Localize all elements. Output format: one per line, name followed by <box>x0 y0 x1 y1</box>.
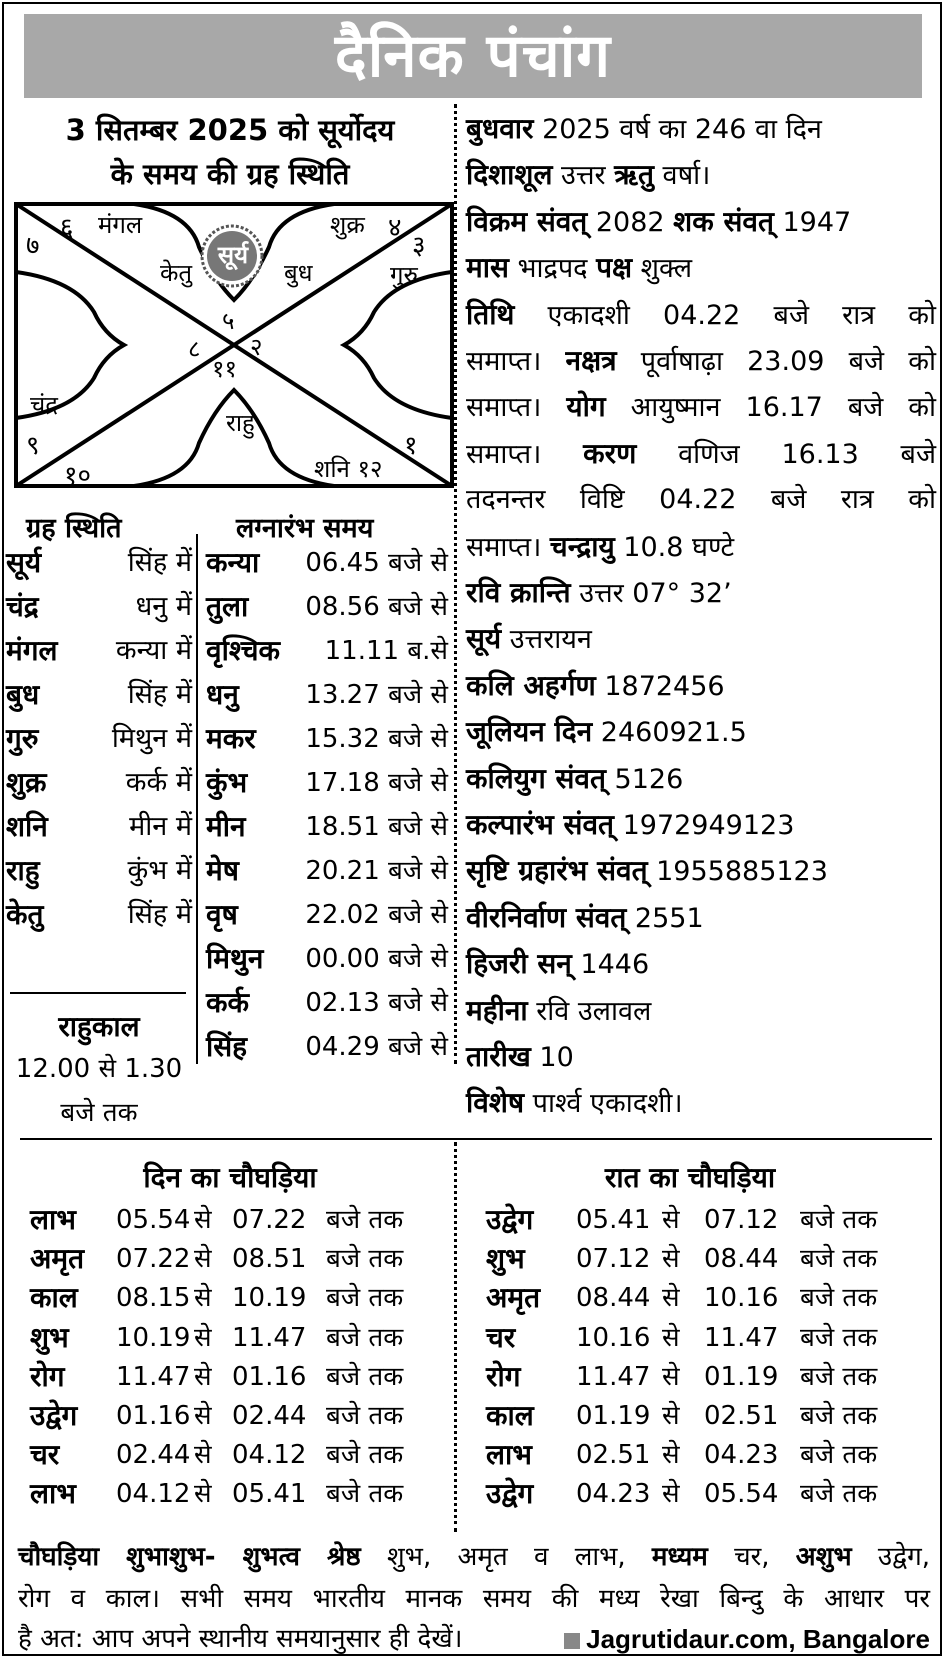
info-line <box>466 106 936 153</box>
info-text-2: शुक्ल <box>632 253 693 285</box>
choghadiya-row <box>466 1435 886 1475</box>
info-text: समाप्त। <box>466 438 584 470</box>
choghadiya-tak: बजे तक <box>326 1401 404 1431</box>
kundli-label-h5: ५ <box>222 307 235 335</box>
footer-line-2: रोग व काल। सभी समय भारतीय मानक समय की मध्य रेखा बिन्दु के आधार पर <box>18 1584 930 1614</box>
choghadiya-se: से <box>662 1322 680 1353</box>
kundli-label-chandra: चंद्र <box>30 391 58 419</box>
choghadiya-row <box>10 1278 430 1318</box>
info-label: बुधवार <box>466 112 534 145</box>
graha-value: कर्क में <box>125 767 192 798</box>
lagna-name: कुंभ <box>206 766 248 799</box>
choghadiya-tak: बजे तक <box>326 1322 404 1353</box>
info-label: कलि अहर्गण <box>466 668 596 702</box>
info-line <box>466 1080 936 1127</box>
choghadiya-from: 08.44 <box>576 1283 651 1314</box>
info-line <box>466 663 936 710</box>
choghadiya-to: 08.51 <box>232 1244 307 1275</box>
graha-value: सिंह में <box>127 679 192 710</box>
info-text-2: आयुष्मान 16.17 बजे को <box>605 392 936 424</box>
choghadiya-from: 11.47 <box>116 1361 191 1392</box>
info-line <box>466 338 936 385</box>
graha-row <box>6 716 192 762</box>
graha-row <box>6 804 192 850</box>
choghadiya-se: से <box>194 1244 212 1275</box>
choghadiya-to: 07.22 <box>232 1205 307 1235</box>
choghadiya-to: 02.51 <box>704 1401 779 1431</box>
choghadiya-name: लाभ <box>486 1438 532 1472</box>
choghadiya-name: रोग <box>486 1359 521 1393</box>
kundli-label-h10: १० <box>64 461 92 491</box>
info-line <box>466 570 936 617</box>
info-text-2: वणिज 16.13 बजे <box>636 438 936 470</box>
info-line <box>466 524 936 571</box>
info-label-2: योग <box>566 390 606 424</box>
kundli-label-mangal: मंगल <box>98 211 143 239</box>
graha-value: मिथुन में <box>111 723 192 754</box>
kundli-label-h8: ८ <box>188 335 201 363</box>
choghadiya-row <box>466 1357 886 1397</box>
lagna-row <box>206 1024 448 1070</box>
footer-bold-3: अशुभ <box>795 1542 852 1572</box>
info-label: कल्पारंभ संवत् <box>466 808 615 841</box>
lagna-value: 02.13 बजे से <box>305 988 448 1018</box>
lagna-value: 04.29 बजे से <box>305 1032 448 1062</box>
choghadiya-row <box>466 1278 886 1318</box>
square-icon <box>564 1633 580 1649</box>
info-line <box>466 988 936 1035</box>
footer-text-3: उद्वेग, <box>851 1542 930 1572</box>
choghadiya-from: 02.51 <box>576 1440 651 1471</box>
choghadiya-se: से <box>194 1479 212 1510</box>
info-label: तिथि <box>466 297 515 331</box>
graha-value: सिंह में <box>127 899 192 930</box>
graha-value: धनु में <box>135 591 192 622</box>
lagna-name: तुला <box>206 590 249 623</box>
choghadiya-from: 04.12 <box>116 1479 191 1510</box>
choghadiya-tak: बजे तक <box>326 1244 404 1275</box>
info-line <box>466 199 936 246</box>
graha-row <box>6 848 192 894</box>
lagna-row <box>206 540 448 586</box>
choghadiya-se: से <box>194 1361 212 1392</box>
info-text: 1972949123 <box>614 810 795 841</box>
info-label: विशेष <box>466 1086 525 1120</box>
info-text: एकादशी 04.22 बजे रात्र को <box>514 299 936 331</box>
lagna-name: मिथुन <box>206 942 264 975</box>
info-text: उत्तर <box>552 160 615 192</box>
choghadiya-from: 10.16 <box>576 1322 651 1353</box>
choghadiya-row <box>466 1200 886 1240</box>
choghadiya-from: 07.12 <box>576 1244 651 1275</box>
lagna-heading: लग्नारंभ समय <box>236 513 374 544</box>
rahukal-divider <box>10 992 186 994</box>
choghadiya-row <box>10 1318 430 1358</box>
lagna-value: 06.45 बजे से <box>305 548 448 578</box>
choghadiya-se: से <box>194 1283 212 1314</box>
choghadiya-tak: बजे तक <box>326 1479 404 1510</box>
choghadiya-to: 10.19 <box>232 1283 307 1314</box>
info-line <box>466 152 936 199</box>
choghadiya-name: काल <box>30 1281 78 1315</box>
choghadiya-name: लाभ <box>30 1477 76 1511</box>
info-text: 1955885123 <box>647 856 828 888</box>
choghadiya-row <box>10 1200 430 1240</box>
graha-name: मंगल <box>6 634 58 667</box>
info-label: दिशाशूल <box>466 158 553 192</box>
choghadiya-row <box>466 1318 886 1358</box>
choghadiya-tak: बजे तक <box>326 1283 404 1314</box>
credit-text: Jagrutidaur.com, Bangalore <box>586 1624 930 1654</box>
choghadiya-name: अमृत <box>30 1242 85 1276</box>
kundli-label-h9: ९ <box>26 431 40 461</box>
graha-name: शुक्र <box>6 766 47 799</box>
kundli-label-h7: ७ <box>26 231 40 261</box>
choghadiya-name: शुभ <box>30 1320 69 1354</box>
choghadiya-name: चर <box>30 1438 60 1472</box>
lagna-value: 17.18 बजे से <box>305 768 448 798</box>
footer-text-1: शुभ, अमृत व लाभ, <box>360 1542 652 1572</box>
info-text: 2082 <box>587 206 674 238</box>
graha-row <box>6 672 192 718</box>
kundli-label-ketu: केतु <box>160 259 193 287</box>
kundli-label-h11: ११ <box>212 355 237 383</box>
graha-name: बुध <box>6 678 40 711</box>
info-text: 10 <box>530 1042 574 1073</box>
info-line <box>466 616 936 663</box>
info-label-2: शक संवत् <box>673 204 774 238</box>
rahukal-time: 12.00 से 1.30 <box>15 1054 183 1084</box>
choghadiya-to: 01.16 <box>232 1361 307 1392</box>
choghadiya-tak: बजे तक <box>800 1283 878 1314</box>
choghadiya-se: से <box>662 1440 680 1471</box>
info-text: उत्तर 07° 32’ <box>570 578 732 609</box>
kundli-label-rahu: राहु <box>226 409 255 437</box>
info-text: समाप्त। <box>466 346 566 377</box>
info-label-2: करण <box>583 436 637 470</box>
lagna-name: मकर <box>206 722 256 755</box>
graha-name: सूर्य <box>6 546 42 579</box>
graha-name: राहु <box>6 854 40 887</box>
kundli-label-shukra: शुक्र <box>330 211 365 239</box>
choghadiya-to: 05.41 <box>232 1479 307 1510</box>
lagna-row <box>206 848 448 894</box>
info-line <box>466 895 936 942</box>
footer-text-3b: है अत: आप अपने स्थानीय समयानुसार ही देखें। <box>18 1624 463 1654</box>
kundli-label-shani: शनि १२ <box>314 455 383 483</box>
graha-lagna-divider <box>196 534 198 1064</box>
choghadiya-name: उद्वेग <box>30 1399 78 1432</box>
choghadiya-se: से <box>662 1244 680 1275</box>
lagna-row <box>206 584 448 630</box>
kundli-label-h2: २ <box>250 333 263 361</box>
choghadiya-name: अमृत <box>486 1281 541 1315</box>
choghadiya-tak: बजे तक <box>326 1440 404 1471</box>
info-label: रवि क्रान्ति <box>466 576 571 609</box>
graha-name: चंद्र <box>6 590 39 623</box>
lagna-value: 22.02 बजे से <box>305 900 448 930</box>
choghadiya-row <box>10 1396 430 1436</box>
info-text: 1446 <box>571 949 650 981</box>
choghadiya-row <box>10 1474 430 1514</box>
graha-name: गुरु <box>6 722 39 755</box>
choghadiya-from: 02.44 <box>116 1440 191 1471</box>
choghadiya-se: से <box>662 1401 680 1431</box>
info-text: उत्तरायन <box>501 624 592 656</box>
info-label: हिजरी सन् <box>466 947 572 981</box>
choghadiya-name: रोग <box>30 1359 65 1393</box>
lagna-value: 13.27 बजे से <box>305 680 448 710</box>
rahukal-time-suffix: बजे तक <box>60 1098 138 1128</box>
choghadiya-name: चर <box>486 1320 516 1354</box>
lagna-row <box>206 628 448 674</box>
info-label: विक्रम संवत् <box>466 204 588 238</box>
info-text: 2025 वर्ष का 246 वा दिन <box>533 114 822 145</box>
day-choghadiya-heading: दिन का चौघड़िया <box>143 1161 317 1194</box>
info-line <box>466 1034 936 1081</box>
info-text: पार्श्व एकादशी। <box>524 1088 683 1120</box>
choghadiya-from: 05.54 <box>116 1205 191 1235</box>
choghadiya-from: 01.16 <box>116 1401 191 1431</box>
choghadiya-tak: बजे तक <box>800 1401 878 1431</box>
info-line <box>466 848 936 895</box>
choghadiya-row <box>10 1435 430 1475</box>
info-label: महीना <box>466 993 528 1027</box>
kundli-label-h1: १ <box>404 431 418 461</box>
info-label: वीरनिर्वाण संवत् <box>466 900 627 934</box>
heading-line-2: के समय की ग्रह स्थिति <box>110 157 350 191</box>
sun-symbol: सूर्य <box>217 241 249 269</box>
info-text: भाद्रपद <box>508 253 597 285</box>
footer-line-3 <box>18 1618 930 1660</box>
info-text: 5126 <box>605 763 684 795</box>
info-label: सृष्टि ग्रहारंभ संवत् <box>466 854 648 888</box>
lagna-row <box>206 716 448 762</box>
rahukal-heading: राहुकाल <box>58 1010 140 1043</box>
choghadiya-se: से <box>662 1283 680 1314</box>
kundli-label-guru: गुरु <box>390 261 418 289</box>
choghadiya-se: से <box>662 1479 680 1510</box>
lagna-row <box>206 760 448 806</box>
page-title: दैनिक पंचांग <box>24 14 922 98</box>
lagna-row <box>206 672 448 718</box>
choghadiya-to: 04.12 <box>232 1440 307 1471</box>
info-label: सूर्य <box>466 622 502 656</box>
info-line <box>466 384 936 431</box>
lagna-row <box>206 980 448 1026</box>
choghadiya-tak: बजे तक <box>800 1244 878 1275</box>
graha-value: सिंह में <box>127 547 192 578</box>
info-line <box>466 709 936 756</box>
footer-line-1 <box>18 1536 930 1578</box>
info-label: तारीख <box>466 1040 531 1073</box>
kundli-label-budh: बुध <box>284 259 313 287</box>
choghadiya-se: से <box>194 1322 212 1353</box>
info-label: मास <box>466 251 509 285</box>
info-label: कलियुग संवत् <box>466 761 606 795</box>
graha-name: केतु <box>6 898 44 931</box>
lagna-row <box>206 936 448 982</box>
graha-value: कन्या में <box>115 635 192 666</box>
choghadiya-se: से <box>194 1440 212 1471</box>
choghadiya-to: 08.44 <box>704 1244 779 1275</box>
graha-row <box>6 584 192 630</box>
footer-bold-2: मध्यम <box>651 1542 708 1572</box>
info-line <box>466 756 936 803</box>
info-text: तदनन्तर विष्टि 04.22 बजे रात्र को <box>466 484 936 516</box>
choghadiya-name: लाभ <box>30 1203 76 1236</box>
heading-line-1: 3 सितम्बर 2025 को सूर्योदय <box>65 113 395 147</box>
choghadiya-from: 10.19 <box>116 1322 191 1353</box>
lagna-row <box>206 892 448 938</box>
info-line <box>466 292 936 339</box>
lagna-row <box>206 804 448 850</box>
graha-name: शनि <box>6 810 48 843</box>
lagna-value: 18.51 बजे से <box>305 812 448 842</box>
info-label: जूलियन दिन <box>466 715 593 749</box>
info-label-2: पक्ष <box>596 251 633 285</box>
choghadiya-from: 04.23 <box>576 1479 651 1510</box>
info-line <box>466 477 936 523</box>
choghadiya-from: 11.47 <box>576 1361 651 1392</box>
info-label-2: चन्द्रायु <box>549 529 615 563</box>
info-line <box>466 802 936 849</box>
choghadiya-se: से <box>194 1401 212 1431</box>
graha-row <box>6 628 192 674</box>
footer-bold-1: चौघड़िया शुभाशुभ- शुभत्व श्रेष्ठ <box>18 1542 361 1572</box>
choghadiya-to: 11.47 <box>704 1322 779 1353</box>
choghadiya-to: 11.47 <box>232 1322 307 1353</box>
choghadiya-from: 01.19 <box>576 1401 651 1431</box>
choghadiya-to: 05.54 <box>704 1479 779 1510</box>
lagna-value: 00.00 बजे से <box>305 944 448 974</box>
kundli-label-h3: ३ <box>412 231 426 261</box>
choghadiya-se: से <box>662 1205 680 1235</box>
choghadiya-row <box>10 1239 430 1279</box>
lagna-name: कर्क <box>206 986 250 1019</box>
choghadiya-name: काल <box>486 1399 534 1432</box>
lagna-value: 08.56 बजे से <box>305 592 448 622</box>
choghadiya-se: से <box>194 1205 212 1235</box>
column-divider-top <box>454 104 457 1064</box>
lagna-name: मीन <box>206 810 246 843</box>
info-text: समाप्त। <box>466 392 567 424</box>
info-text-2: 1947 <box>773 206 852 238</box>
footer-text-2: चर, <box>707 1542 796 1572</box>
credit <box>564 1618 930 1660</box>
lagna-name: वृष <box>206 898 238 931</box>
info-text-2: वर्षा। <box>653 160 711 192</box>
night-choghadiya-heading: रात का चौघड़िया <box>604 1161 776 1194</box>
choghadiya-to: 10.16 <box>704 1283 779 1314</box>
choghadiya-row <box>466 1396 886 1436</box>
choghadiya-tak: बजे तक <box>800 1322 878 1353</box>
choghadiya-to: 01.19 <box>704 1361 779 1392</box>
choghadiya-name: उद्वेग <box>486 1203 534 1236</box>
info-text: समाप्त। <box>466 531 550 563</box>
choghadiya-to: 07.12 <box>704 1205 779 1235</box>
graha-value: कुंभ में <box>127 855 192 886</box>
choghadiya-row <box>466 1239 886 1279</box>
lagna-name: धनु <box>206 678 239 711</box>
info-line <box>466 941 936 988</box>
kundli-label-h4: ४ <box>388 213 402 243</box>
kundli-label-h6: ६ <box>60 213 74 243</box>
lagna-value: 15.32 बजे से <box>305 724 448 754</box>
lagna-name: कन्या <box>206 546 260 579</box>
choghadiya-from: 05.41 <box>576 1205 651 1235</box>
lagna-value: 20.21 बजे से <box>305 856 448 886</box>
info-text: 2460921.5 <box>592 717 747 749</box>
choghadiya-tak: बजे तक <box>800 1440 878 1471</box>
choghadiya-tak: बजे तक <box>800 1361 878 1392</box>
info-line <box>466 431 936 478</box>
graha-row <box>6 892 192 938</box>
choghadiya-from: 07.22 <box>116 1244 191 1275</box>
info-label-2: ऋतु <box>614 158 654 192</box>
choghadiya-tak: बजे तक <box>800 1205 878 1235</box>
choghadiya-se: से <box>662 1361 680 1392</box>
info-text: 2551 <box>626 902 704 934</box>
choghadiya-to: 02.44 <box>232 1401 307 1431</box>
section-divider <box>20 1138 932 1140</box>
choghadiya-tak: बजे तक <box>326 1361 404 1392</box>
info-text-2: 10.8 घण्टे <box>614 531 735 563</box>
choghadiya-to: 04.23 <box>704 1440 779 1471</box>
graha-row <box>6 540 192 586</box>
lagna-name: सिंह <box>206 1030 248 1063</box>
lagna-name: वृश्चिक <box>206 634 281 667</box>
choghadiya-row <box>10 1357 430 1397</box>
graha-row <box>6 760 192 806</box>
info-label-2: नक्षत्र <box>565 344 617 377</box>
info-line <box>466 245 936 292</box>
choghadiya-name: शुभ <box>486 1242 525 1276</box>
choghadiya-tak: बजे तक <box>800 1479 878 1510</box>
graha-sthiti-heading: ग्रह स्थिति <box>26 513 122 544</box>
choghadiya-tak: बजे तक <box>326 1205 404 1235</box>
info-text: रवि उलावल <box>527 995 652 1027</box>
choghadiya-name: उद्वेग <box>486 1477 534 1511</box>
lagna-name: मेष <box>206 854 239 887</box>
info-text-2: पूर्वाषाढ़ा 23.09 बजे को <box>616 346 936 377</box>
choghadiya-from: 08.15 <box>116 1283 191 1314</box>
info-text: 1872456 <box>595 670 725 702</box>
graha-value: मीन में <box>129 811 192 842</box>
choghadiya-row <box>466 1474 886 1514</box>
column-divider-bottom <box>454 1142 457 1532</box>
lagna-value: 11.11 ब.से <box>324 636 448 666</box>
